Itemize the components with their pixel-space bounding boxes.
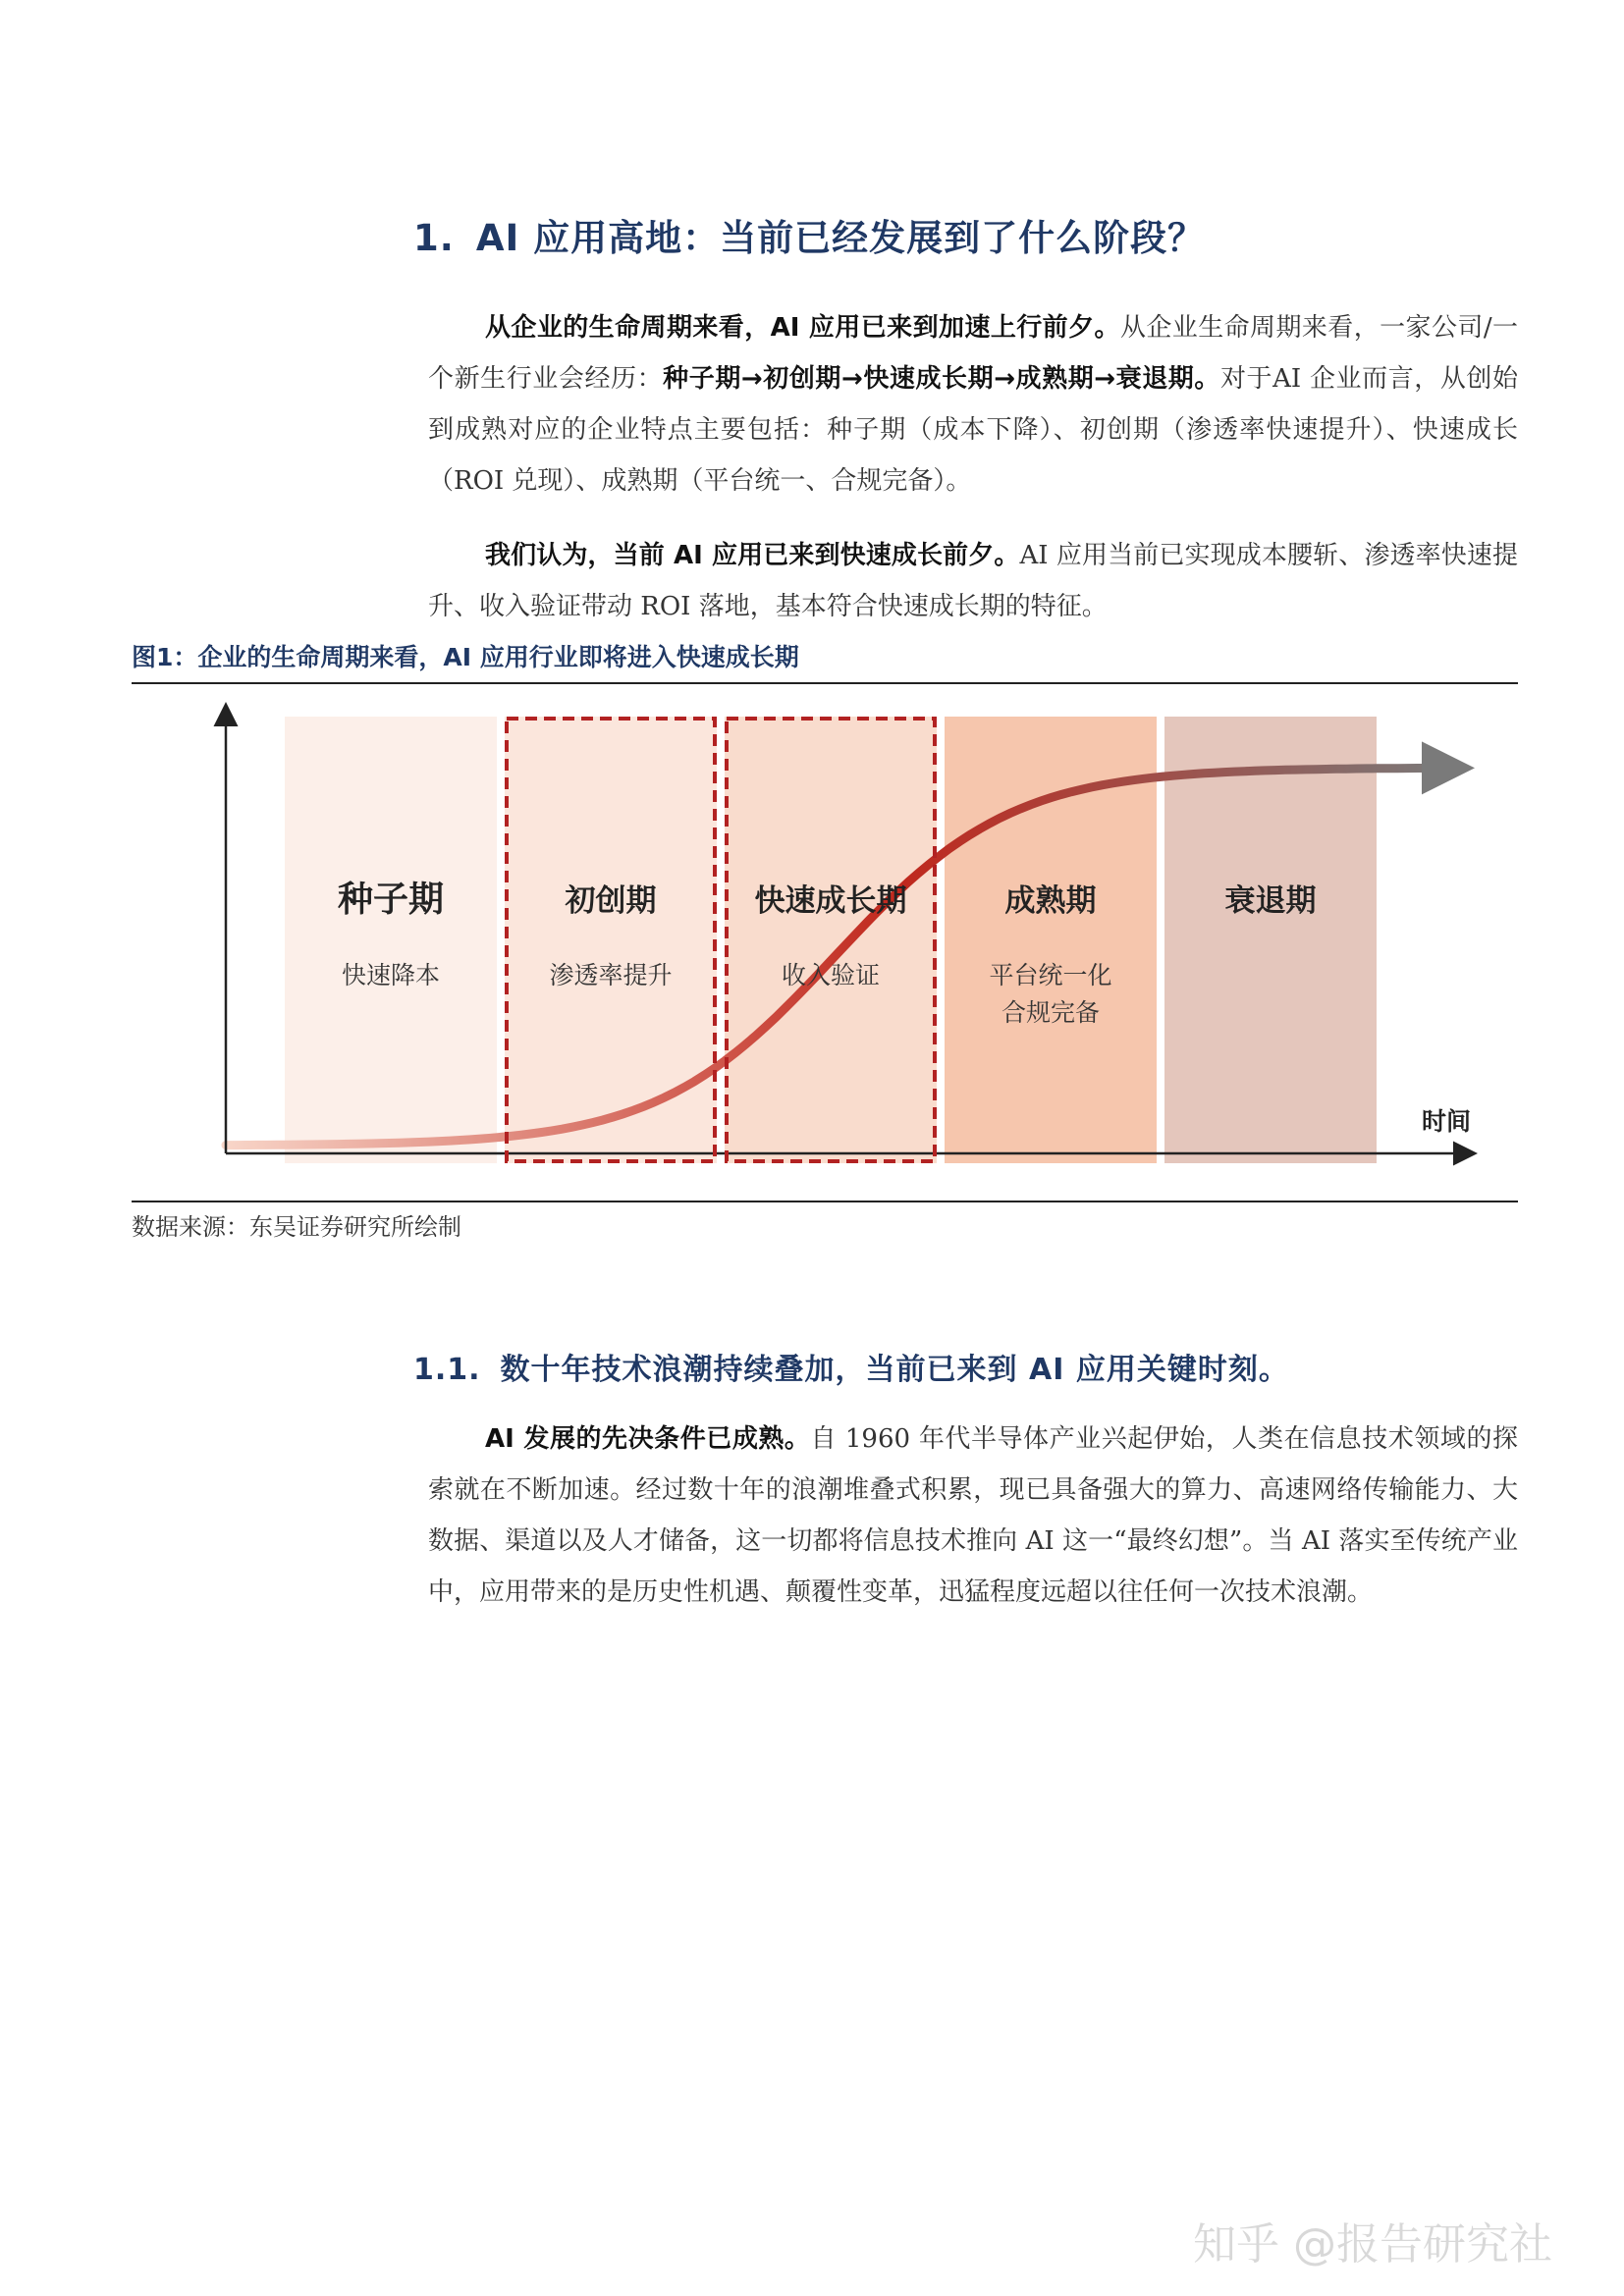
section-number: 1. xyxy=(413,217,455,259)
stage-band xyxy=(725,717,937,1163)
figure-top-rule xyxy=(132,682,1518,684)
section-heading xyxy=(413,208,1205,261)
lifecycle-chart xyxy=(206,692,1483,1183)
paragraph-stages: 种子期→初创期→快速成长期→成熟期→衰退期。 xyxy=(663,364,1220,394)
stage-description: 平台统一化 xyxy=(989,961,1112,989)
paragraph-text: 自 1960 年代半导体产业兴起伊始，人类在信息技术领域的探索就在不断加速。经过数十年的浪潮堆叠式积累，现已具备强大的算力、高速网络传输能力、大数据、渠道以及人才储备，这一切都将信息技术推向 AI 这一“最终幻想”。当 AI 落实至传统产业中，应用带来的是历史性机遇、颠覆性变革，迅猛程度远超以往任何一次技术浪潮。 xyxy=(428,1424,1518,1607)
stage-name: 种子期 xyxy=(337,879,445,920)
paragraph-lead: AI 发展的先决条件已成熟。 xyxy=(485,1424,811,1454)
stage-description: 渗透率提升 xyxy=(549,961,673,989)
subsection-number: 1.1. xyxy=(413,1353,481,1387)
stage-name: 成熟期 xyxy=(1004,883,1097,919)
stage-name: 衰退期 xyxy=(1224,883,1317,919)
paragraph-text: 对于AI 企业而言，从创始到成熟对应的企业特点主要包括：种子期（成本下降）、初创期（渗透率快速提升）、快速成长（ROI 兑现）、成熟期（平台统一、合规完备）。 xyxy=(428,364,1518,496)
stage-band xyxy=(505,717,717,1163)
stage-band xyxy=(285,717,497,1163)
paragraph-lifecycle xyxy=(428,302,1518,507)
x-axis-label: 时间 xyxy=(1422,1107,1472,1136)
figure-bottom-rule xyxy=(132,1201,1518,1202)
paragraph-view xyxy=(428,530,1518,632)
figure-source: 数据来源：东吴证券研究所绘制 xyxy=(132,1213,461,1241)
stage-description: 合规完备 xyxy=(1001,998,1101,1027)
stage-description: 收入验证 xyxy=(781,961,881,989)
paragraph-text: AI 应用当前已实现成本腰斩、渗透率快速提升、收入验证带动 ROI 落地，基本符合快速成长期的特征。 xyxy=(428,541,1519,621)
subsection-title: 数十年技术浪潮持续叠加，当前已来到 AI 应用关键时刻。 xyxy=(500,1353,1289,1387)
paragraph-lead: 我们认为，当前 AI 应用已来到快速成长前夕。 xyxy=(485,541,1020,570)
paragraph-preconditions xyxy=(428,1414,1518,1618)
paragraph-lead: 从企业的生命周期来看，AI 应用已来到加速上行前夕。 xyxy=(485,313,1120,343)
subsection-heading xyxy=(413,1345,1289,1388)
stage-description: 快速降本 xyxy=(341,961,441,989)
stage-name: 快速成长期 xyxy=(754,883,907,919)
figure-title: 图1：企业的生命周期来看，AI 应用行业即将进入快速成长期 xyxy=(132,643,799,671)
stage-band xyxy=(1164,717,1377,1163)
section-title: AI 应用高地：当前已经发展到了什么阶段？ xyxy=(475,217,1206,259)
watermark: 知乎 @报告研究社 xyxy=(1193,2219,1552,2269)
paragraph-text: 从企业生命周期来看，一家公司/一个新生行业会经历： xyxy=(428,313,1518,394)
stage-name: 初创期 xyxy=(565,883,657,919)
